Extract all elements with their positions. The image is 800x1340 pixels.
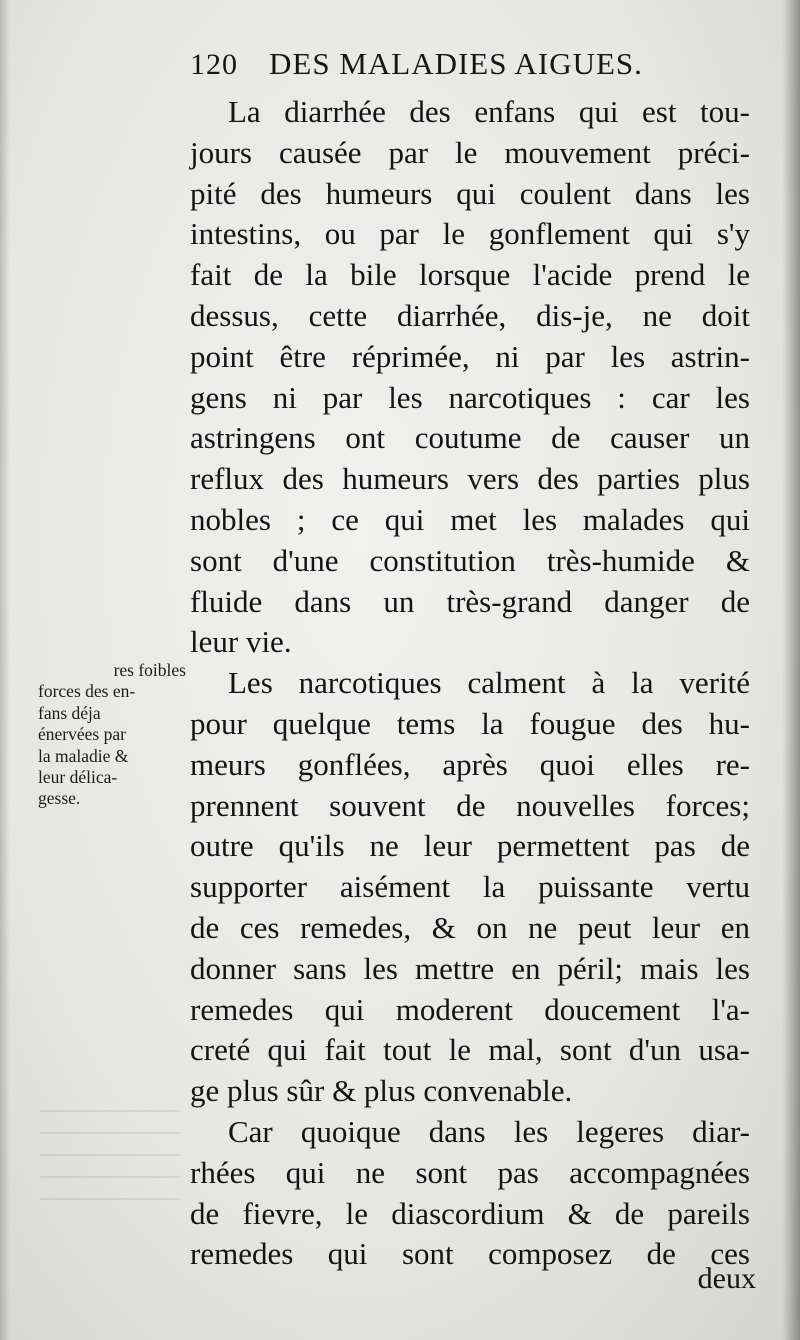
text-line: de ces remedes, & on ne peut leur en <box>190 909 750 945</box>
text-line: La diarrhée des enfans qui est tou- <box>228 94 750 129</box>
margin-note-line: forces des en- <box>38 681 136 702</box>
text-line: de fievre, le diascordium & de pareils <box>190 1195 750 1231</box>
margin-note-line: gesse. <box>38 788 81 809</box>
page-number: 120 <box>190 48 238 81</box>
text-line: creté qui fait tout le mal, sont d'un usa- <box>190 1032 750 1068</box>
text-line: point être réprimée, ni par les astrin- <box>190 338 750 374</box>
margin-note-line: leur délica- <box>38 766 118 787</box>
page-edge-shadow <box>782 0 800 1340</box>
margin-note-line: énervées par <box>38 724 126 745</box>
marginal-note <box>38 660 186 810</box>
margin-note-line: la maladie & <box>38 745 129 766</box>
text-line: dessus, cette diarrhée, dis-je, ne doit <box>190 297 750 333</box>
text-line: fluide dans un très-grand danger de <box>190 583 750 619</box>
text-line: jours causée par le mouvement préci- <box>190 134 750 170</box>
text-line: remedes qui moderent doucement l'a- <box>190 991 750 1027</box>
text-line: gens ni par les narcotiques : car les <box>190 379 750 415</box>
text-line: reflux des humeurs vers des parties plus <box>190 461 750 497</box>
text-line: fait de la bile lorsque l'acide prend le <box>190 257 750 293</box>
text-line: pour quelque tems la fougue des hu- <box>190 705 750 741</box>
text-line: rhées qui ne sont pas accompagnées <box>190 1154 750 1190</box>
text-line: remedes qui sont composez de ces <box>190 1236 750 1272</box>
text-line: Car quoique dans les legeres diar- <box>228 1113 750 1149</box>
text-line: donner sans les mettre en péril; mais les <box>190 950 750 986</box>
text-line: leur vie. <box>190 624 292 660</box>
text-line: prennent souvent de nouvelles forces; <box>190 787 750 823</box>
text-line: ge plus sûr & plus convenable. <box>190 1073 573 1109</box>
text-line: sont d'une constitution très-humide & <box>190 542 750 578</box>
text-line: Les narcotiques calment à la verité <box>228 665 750 701</box>
text-line: pité des humeurs qui coulent dans les <box>190 175 750 211</box>
running-header <box>190 46 750 92</box>
show-through-text <box>40 1110 180 1200</box>
margin-note-line: fans déja <box>38 702 101 723</box>
margin-note-line: res foibles <box>113 660 186 680</box>
text-line: nobles ; ce qui met les malades qui <box>190 501 750 537</box>
text-line: meurs gonflées, après quoi elles re- <box>190 746 750 782</box>
running-title: DES MALADIES AIGUES. <box>269 46 643 81</box>
text-line: supporter aisément la puissante vertu <box>190 869 750 905</box>
main-text <box>190 92 750 1275</box>
page-gutter-shadow <box>0 0 10 1340</box>
text-line: intestins, ou par le gonflement qui s'y <box>190 216 750 252</box>
text-line: outre qu'ils ne leur permettent pas de <box>190 828 750 864</box>
catchword: deux <box>697 1262 756 1295</box>
text-line: astringens ont coutume de causer un <box>190 420 750 456</box>
